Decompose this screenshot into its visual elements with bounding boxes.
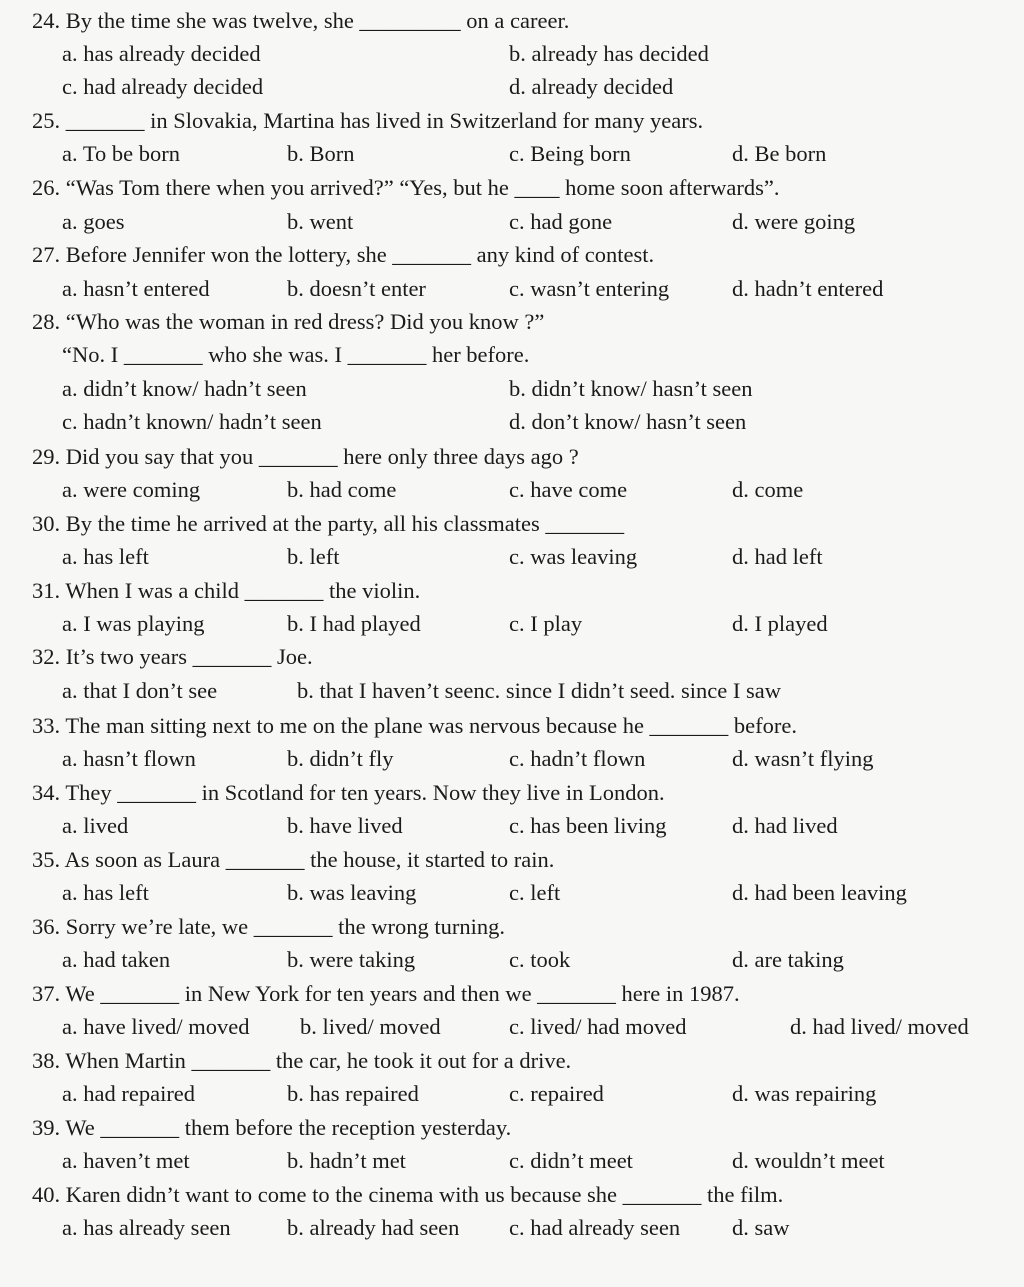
question-33 [0, 709, 1024, 742]
question-text: 29. Did you say that you _______ here only three days ago ? [32, 444, 579, 469]
question-34 [0, 776, 1024, 809]
option-a[interactable]: a. hasn’t entered [62, 276, 210, 301]
option-a[interactable]: a. didn’t know/ hadn’t seen [62, 376, 307, 401]
option-c[interactable]: c. had already decided [62, 74, 264, 99]
question-40 [0, 1178, 1024, 1211]
question-24 [0, 4, 1024, 37]
options-34 [0, 809, 1024, 842]
option-b[interactable]: b. has repaired [287, 1081, 419, 1106]
option-d[interactable]: d. wouldn’t meet [732, 1148, 885, 1173]
options-29 [0, 473, 1024, 506]
option-d[interactable]: d. are taking [732, 947, 844, 972]
options-32 [0, 674, 1024, 707]
option-b[interactable]: b. already had seen [287, 1215, 460, 1240]
option-c[interactable]: c. Being born [509, 141, 631, 166]
question-35 [0, 843, 1024, 876]
option-b[interactable]: b. left [287, 544, 340, 569]
question-text: 25. _______ in Slovakia, Martina has lived in Switzerland for many years. [32, 108, 704, 133]
question-text: 40. Karen didn’t want to come to the cinema with us because she _______ the film. [32, 1182, 784, 1207]
question-32 [0, 640, 1024, 673]
option-b[interactable]: b. I had played [287, 611, 421, 636]
option-b[interactable]: b. Born [287, 141, 355, 166]
question-27 [0, 238, 1024, 271]
question-31 [0, 574, 1024, 607]
option-a[interactable]: a. has already decided [62, 41, 261, 66]
question-text: 24. By the time she was twelve, she _________ on a career. [32, 8, 570, 33]
option-d[interactable]: d. Be born [732, 141, 827, 166]
question-text: 28. “Who was the woman in red dress? Did you know ?” [32, 309, 545, 334]
options-24-row2 [0, 70, 1024, 103]
option-b[interactable]: b. lived/ moved [300, 1014, 441, 1039]
question-36 [0, 910, 1024, 943]
options-28-row2 [0, 405, 1024, 438]
question-text: 31. When I was a child _______ the violin. [32, 578, 421, 603]
options-30 [0, 540, 1024, 573]
option-a[interactable]: a. goes [62, 209, 125, 234]
option-c[interactable]: c. had gone [509, 209, 613, 234]
option-c[interactable]: c. left [509, 880, 561, 905]
options-28 [0, 372, 1024, 405]
question-30 [0, 507, 1024, 540]
options-27 [0, 272, 1024, 305]
option-a[interactable]: a. had repaired [62, 1081, 196, 1106]
option-a[interactable]: a. hasn’t flown [62, 746, 196, 771]
option-c[interactable]: c. I play [509, 611, 583, 636]
option-a[interactable]: a. have lived/ moved [62, 1014, 250, 1039]
option-b[interactable]: b. already has decided [509, 41, 709, 66]
question-text: 39. We _______ them before the reception yesterday. [32, 1115, 512, 1140]
options-35 [0, 876, 1024, 909]
question-text: 27. Before Jennifer won the lottery, she _______ any kind of contest. [32, 242, 655, 267]
question-text: 35. As soon as Laura _______ the house, it started to rain. [32, 847, 555, 872]
option-c[interactable]: c. had already seen [509, 1215, 681, 1240]
question-text: 37. We _______ in New York for ten years and then we _______ here in 1987. [32, 981, 740, 1006]
option-d[interactable]: d. hadn’t entered [732, 276, 884, 301]
option-c[interactable]: c. was leaving [509, 544, 638, 569]
question-25 [0, 104, 1024, 137]
option-b-c-d[interactable]: b. that I haven’t seenc. since I didn’t seed. since I saw [297, 678, 782, 703]
question-28 [0, 305, 1024, 338]
options-31 [0, 607, 1024, 640]
option-a[interactable]: a. has left [62, 880, 149, 905]
question-text: 36. Sorry we’re late, we _______ the wrong turning. [32, 914, 506, 939]
option-c[interactable]: c. didn’t meet [509, 1148, 633, 1173]
option-d[interactable]: d. were going [732, 209, 856, 234]
option-d[interactable]: d. already decided [509, 74, 674, 99]
option-c[interactable]: c. wasn’t entering [509, 276, 670, 301]
option-b[interactable]: b. hadn’t met [287, 1148, 406, 1173]
option-a[interactable]: a. had taken [62, 947, 171, 972]
option-a[interactable]: a. To be born [62, 141, 180, 166]
option-a[interactable]: a. that I don’t see [62, 678, 218, 703]
option-d[interactable]: d. had left [732, 544, 823, 569]
option-b[interactable]: b. didn’t fly [287, 746, 394, 771]
option-d[interactable]: d. had lived [732, 813, 838, 838]
options-26 [0, 205, 1024, 238]
option-b[interactable]: b. went [287, 209, 354, 234]
option-b[interactable]: b. were taking [287, 947, 416, 972]
option-d[interactable]: d. don’t know/ hasn’t seen [509, 409, 747, 434]
options-39 [0, 1144, 1024, 1177]
option-d[interactable]: d. come [732, 477, 804, 502]
option-d[interactable]: d. wasn’t flying [732, 746, 874, 771]
option-d[interactable]: d. saw [732, 1215, 790, 1240]
options-24 [0, 37, 1024, 70]
options-25 [0, 137, 1024, 170]
options-37 [0, 1010, 1024, 1043]
option-a[interactable]: a. has already seen [62, 1215, 231, 1240]
question-39 [0, 1111, 1024, 1144]
option-c[interactable]: c. took [509, 947, 571, 972]
option-a[interactable]: a. has left [62, 544, 149, 569]
option-a[interactable]: a. lived [62, 813, 129, 838]
option-c[interactable]: c. has been living [509, 813, 667, 838]
question-text: 34. They _______ in Scotland for ten years. Now they live in London. [32, 780, 665, 805]
option-b[interactable]: b. didn’t know/ hasn’t seen [509, 376, 753, 401]
option-b[interactable]: b. was leaving [287, 880, 417, 905]
options-36 [0, 943, 1024, 976]
question-text-line2: “No. I _______ who she was. I _______ her before. [62, 342, 530, 367]
option-c[interactable]: c. have come [509, 477, 628, 502]
question-text: 32. It’s two years _______ Joe. [32, 644, 313, 669]
options-40 [0, 1211, 1024, 1244]
question-38 [0, 1044, 1024, 1077]
option-c[interactable]: c. hadn’t flown [509, 746, 646, 771]
option-d[interactable]: d. I played [732, 611, 828, 636]
option-a[interactable]: a. haven’t met [62, 1148, 190, 1173]
option-c[interactable]: c. lived/ had moved [509, 1014, 687, 1039]
question-text: 26. “Was Tom there when you arrived?” “Yes, but he ____ home soon afterwards”. [32, 175, 780, 200]
option-c[interactable]: c. repaired [509, 1081, 604, 1106]
option-a[interactable]: a. were coming [62, 477, 201, 502]
question-26 [0, 171, 1024, 204]
question-28-line2 [0, 338, 1024, 371]
question-text: 30. By the time he arrived at the party, all his classmates _______ [32, 511, 625, 536]
option-d[interactable]: d. had been leaving [732, 880, 907, 905]
question-29 [0, 440, 1024, 473]
option-d[interactable]: d. was repairing [732, 1081, 877, 1106]
option-b[interactable]: b. doesn’t enter [287, 276, 426, 301]
option-c[interactable]: c. hadn’t known/ hadn’t seen [62, 409, 322, 434]
option-b[interactable]: b. had come [287, 477, 397, 502]
options-33 [0, 742, 1024, 775]
question-37 [0, 977, 1024, 1010]
option-d[interactable]: d. had lived/ moved [790, 1014, 969, 1039]
option-b[interactable]: b. have lived [287, 813, 403, 838]
options-38 [0, 1077, 1024, 1110]
option-a[interactable]: a. I was playing [62, 611, 205, 636]
question-text: 33. The man sitting next to me on the plane was nervous because he _______ before. [32, 713, 798, 738]
question-text: 38. When Martin _______ the car, he took it out for a drive. [32, 1048, 572, 1073]
